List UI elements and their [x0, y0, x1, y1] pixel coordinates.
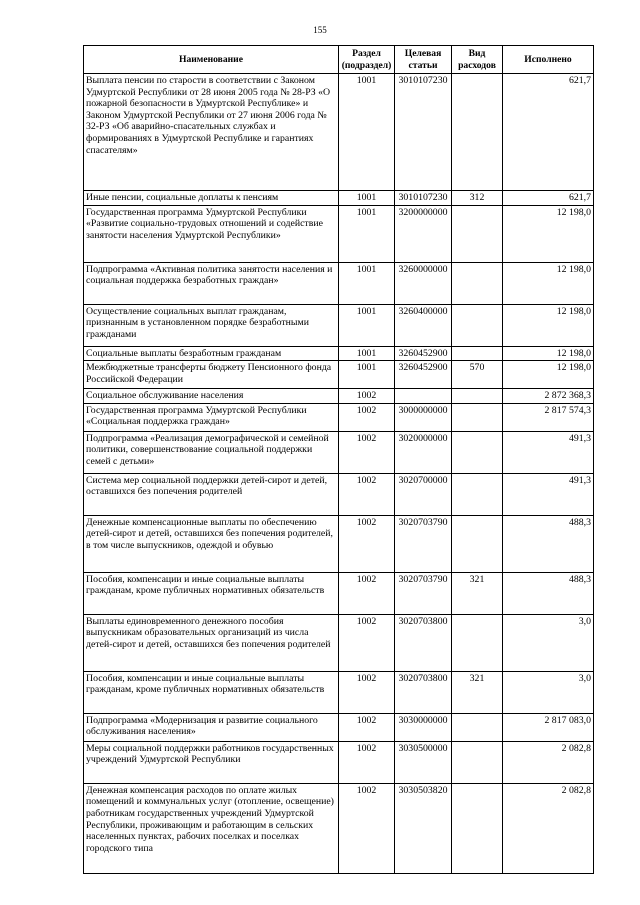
cell-kind: [452, 389, 503, 404]
cell-article: [395, 389, 452, 404]
cell-name: Государственная программа Удмуртской Республики «Социальная поддержка граждан»: [84, 403, 339, 431]
cell-kind: [452, 614, 503, 671]
cell-section: 1001: [339, 346, 395, 361]
header-kind: Вид расходов: [452, 46, 503, 74]
table-row: [84, 572, 594, 614]
cell-section: 1002: [339, 783, 395, 873]
cell-kind: [452, 205, 503, 262]
table-row: [84, 614, 594, 671]
cell-section: 1001: [339, 304, 395, 346]
cell-done: 12 198,0: [503, 361, 594, 389]
cell-kind: [452, 741, 503, 783]
cell-kind: [452, 713, 503, 741]
cell-article: 3020703800: [395, 671, 452, 713]
cell-article: 3020703800: [395, 614, 452, 671]
cell-article: 3260000000: [395, 262, 452, 304]
cell-section: 1001: [339, 361, 395, 389]
cell-article: 3200000000: [395, 205, 452, 262]
cell-name: Межбюджетные трансферты бюджету Пенсионного фонда Российской Федерации: [84, 361, 339, 389]
cell-article: 3030503820: [395, 783, 452, 873]
cell-section: 1002: [339, 671, 395, 713]
table-row: [84, 389, 594, 404]
cell-done: 2 872 368,3: [503, 389, 594, 404]
header-section: Раздел (подраздел): [339, 46, 395, 74]
cell-kind: [452, 403, 503, 431]
cell-kind: [452, 304, 503, 346]
cell-article: 3260452900: [395, 361, 452, 389]
cell-kind: [452, 262, 503, 304]
cell-done: 488,3: [503, 572, 594, 614]
cell-article: 3030500000: [395, 741, 452, 783]
table-header-row: [84, 46, 594, 74]
cell-name: Пособия, компенсации и иные социальные выплаты гражданам, кроме публичных нормативных обязательств: [84, 572, 339, 614]
cell-name: Осуществление социальных выплат гражданам, признанным в установленном порядке безработными гражданами: [84, 304, 339, 346]
cell-name: Иные пенсии, социальные доплаты к пенсиям: [84, 191, 339, 206]
cell-name: Подпрограмма «Реализация демографической и семейной политики, совершенствование социальной поддержки семей с детьми»: [84, 431, 339, 473]
cell-done: 491,3: [503, 431, 594, 473]
cell-section: 1001: [339, 205, 395, 262]
cell-section: 1002: [339, 431, 395, 473]
cell-article: 3020000000: [395, 431, 452, 473]
cell-done: 12 198,0: [503, 205, 594, 262]
cell-name: Государственная программа Удмуртской Республики «Развитие социально-трудовых отношений и содействие занятости населения Удмуртской Республики»: [84, 205, 339, 262]
cell-section: 1002: [339, 403, 395, 431]
table-row: [84, 403, 594, 431]
cell-kind: [452, 473, 503, 515]
cell-done: 488,3: [503, 515, 594, 572]
cell-article: 3010107230: [395, 74, 452, 191]
cell-section: 1001: [339, 74, 395, 191]
cell-name: Денежные компенсационные выплаты по обеспечению детей-сирот и детей, оставшихся без попечения родителей, в том числе выпускников, одеждой и обувью: [84, 515, 339, 572]
cell-section: 1001: [339, 262, 395, 304]
cell-article: 3020703790: [395, 515, 452, 572]
cell-name: Выплаты единовременного денежного пособия выпускникам образовательных организаций из числа детей-сирот и детей, оставшихся без попечения родителей: [84, 614, 339, 671]
cell-kind: [452, 74, 503, 191]
cell-section: 1002: [339, 572, 395, 614]
cell-kind: 321: [452, 671, 503, 713]
cell-kind: 321: [452, 572, 503, 614]
cell-name: Подпрограмма «Активная политика занятости населения и социальная поддержка безработных граждан»: [84, 262, 339, 304]
table-row: [84, 205, 594, 262]
cell-name: Подпрограмма «Модернизация и развитие социального обслуживания населения»: [84, 713, 339, 741]
cell-name: Денежная компенсация расходов по оплате жилых помещений и коммунальных услуг (отопление, освещение) работникам государственных учреждений Удмуртской Республики, проживающим и работающим в сельских населенных пунктах, рабочих поселках и поселках городского типа: [84, 783, 339, 873]
cell-article: 3020700000: [395, 473, 452, 515]
table-row: [84, 741, 594, 783]
cell-section: 1002: [339, 713, 395, 741]
cell-kind: 312: [452, 191, 503, 206]
cell-done: 491,3: [503, 473, 594, 515]
cell-done: 2 082,8: [503, 741, 594, 783]
cell-section: 1002: [339, 614, 395, 671]
cell-done: 2 817 574,3: [503, 403, 594, 431]
cell-done: 12 198,0: [503, 346, 594, 361]
cell-section: 1002: [339, 741, 395, 783]
cell-done: 2 082,8: [503, 783, 594, 873]
table-row: [84, 713, 594, 741]
cell-name: Пособия, компенсации и иные социальные выплаты гражданам, кроме публичных нормативных обязательств: [84, 671, 339, 713]
cell-article: 3260452900: [395, 346, 452, 361]
cell-article: 3030000000: [395, 713, 452, 741]
table-row: [84, 515, 594, 572]
cell-kind: [452, 431, 503, 473]
cell-article: 3010107230: [395, 191, 452, 206]
cell-done: 12 198,0: [503, 262, 594, 304]
cell-done: 621,7: [503, 191, 594, 206]
cell-name: Социальное обслуживание населения: [84, 389, 339, 404]
table-row: [84, 346, 594, 361]
header-article: Целевая статьи: [395, 46, 452, 74]
cell-kind: [452, 515, 503, 572]
cell-done: 12 198,0: [503, 304, 594, 346]
cell-done: 621,7: [503, 74, 594, 191]
table-row: [84, 74, 594, 191]
cell-article: 3020703790: [395, 572, 452, 614]
budget-table: [83, 45, 594, 874]
header-done: Исполнено: [503, 46, 594, 74]
cell-name: Социальные выплаты безработным гражданам: [84, 346, 339, 361]
cell-section: 1002: [339, 473, 395, 515]
cell-done: 2 817 083,0: [503, 713, 594, 741]
cell-kind: [452, 346, 503, 361]
page-number: 155: [313, 25, 327, 35]
cell-name: Выплата пенсии по старости в соответствии с Законом Удмуртской Республики от 28 июня 2005 года № 28-РЗ «О пожарной безопасности в Удмуртской Республике» и Законом Удмуртской Республики от 27 июня 2006 года № 32-РЗ «Об аварийно-спасательных службах и формированиях в Удмуртской Республике и гарантиях спасателям»: [84, 74, 339, 191]
table-row: [84, 473, 594, 515]
table-row: [84, 361, 594, 389]
cell-done: 3,0: [503, 671, 594, 713]
cell-done: 3,0: [503, 614, 594, 671]
table-row: [84, 671, 594, 713]
header-name: Наименование: [84, 46, 339, 74]
cell-section: 1001: [339, 191, 395, 206]
cell-name: Система мер социальной поддержки детей-сирот и детей, оставшихся без попечения родителей: [84, 473, 339, 515]
cell-kind: [452, 783, 503, 873]
cell-name: Меры социальной поддержки работников государственных учреждений Удмуртской Республики: [84, 741, 339, 783]
cell-article: 3260400000: [395, 304, 452, 346]
table-row: [84, 304, 594, 346]
table-row: [84, 431, 594, 473]
cell-section: 1002: [339, 389, 395, 404]
cell-kind: 570: [452, 361, 503, 389]
table-row: [84, 191, 594, 206]
cell-section: 1002: [339, 515, 395, 572]
table-row: [84, 783, 594, 873]
table-row: [84, 262, 594, 304]
cell-article: 3000000000: [395, 403, 452, 431]
